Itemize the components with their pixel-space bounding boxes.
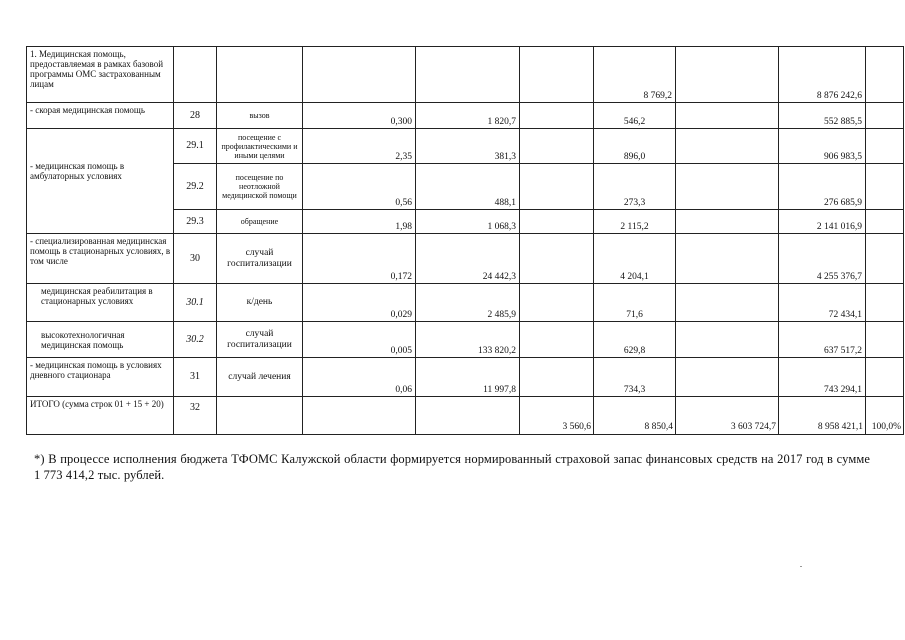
scan-mark [800,566,802,567]
sum-budget-cell [676,103,779,129]
row-name: - скорая медицинская помощь [27,103,174,129]
unit-cell [217,397,303,435]
percent-cell [866,47,904,103]
unit-cell: обращение [217,210,303,234]
per-capita-budget-cell [520,47,594,103]
per-capita-oms-cell: 8 850,4 [594,397,676,435]
per-capita-oms-cell: 71,6 [594,284,676,322]
row-name: - медицинская помощь в условиях дневного стационара [27,358,174,397]
cost-cell: 11 997,8 [416,358,520,397]
sum-budget-cell [676,129,779,164]
row-number: 30.2 [174,322,217,358]
per-capita-oms-cell: 734,3 [594,358,676,397]
sum-oms-cell: 8 958 421,1 [779,397,866,435]
per-capita-oms-cell: 629,8 [594,322,676,358]
norm-cell [303,47,416,103]
sum-budget-cell [676,47,779,103]
sum-budget-cell [676,284,779,322]
sum-oms-cell: 743 294,1 [779,358,866,397]
cost-cell: 381,3 [416,129,520,164]
norm-cell: 0,300 [303,103,416,129]
sum-oms-cell: 72 434,1 [779,284,866,322]
percent-cell [866,284,904,322]
norm-cell: 0,005 [303,322,416,358]
row-name: - медицинская помощь в амбулаторных условиях [27,129,174,234]
row-number: 28 [174,103,217,129]
norm-cell: 2,35 [303,129,416,164]
sum-oms-cell: 8 876 242,6 [779,47,866,103]
budget-table [26,46,904,435]
per-capita-budget-cell [520,129,594,164]
row-name: медицинская реабилитация в стационарных условиях [27,284,174,322]
row-number: 29.3 [174,210,217,234]
sum-oms-cell: 276 685,9 [779,164,866,210]
cost-cell [416,397,520,435]
sum-budget-cell [676,234,779,284]
percent-cell [866,358,904,397]
per-capita-oms-cell: 546,2 [594,103,676,129]
table-row [27,284,904,322]
norm-cell: 0,56 [303,164,416,210]
unit-cell: случай госпитализации [217,234,303,284]
per-capita-budget-cell [520,164,594,210]
cost-cell: 24 442,3 [416,234,520,284]
cost-cell: 2 485,9 [416,284,520,322]
footnote: *) В процессе исполнения бюджета ТФОМС Калужской области формируется нормированный страховой запас финансовых средств на 2017 год в сумме 1 773 414,2 тыс. рублей. [34,452,870,482]
unit-cell: случай лечения [217,358,303,397]
percent-cell [866,164,904,210]
norm-cell [303,397,416,435]
table-row [27,234,904,284]
row-name: - специализированная медицинская помощь в стационарных условиях, в том числе [27,234,174,284]
cost-cell: 488,1 [416,164,520,210]
per-capita-oms-cell: 273,3 [594,164,676,210]
cost-cell: 1 820,7 [416,103,520,129]
percent-cell: 100,0% [866,397,904,435]
percent-cell [866,129,904,164]
table-row [27,322,904,358]
per-capita-budget-cell [520,322,594,358]
cost-cell [416,47,520,103]
row-name: 1. Медицинская помощь, предоставляемая в рамках базовой программы ОМС застрахованным лицам [27,47,174,103]
unit-cell: случай госпитализации [217,322,303,358]
norm-cell: 0,06 [303,358,416,397]
row-number: 31 [174,358,217,397]
per-capita-oms-cell: 2 115,2 [594,210,676,234]
row-number: 30.1 [174,284,217,322]
norm-cell: 1,98 [303,210,416,234]
sum-budget-cell [676,358,779,397]
sum-oms-cell: 4 255 376,7 [779,234,866,284]
table-row [27,358,904,397]
per-capita-budget-cell [520,103,594,129]
sum-oms-cell: 552 885,5 [779,103,866,129]
row-number: 30 [174,234,217,284]
row-name: высокотехнологичная медицинская помощь [27,322,174,358]
per-capita-oms-cell: 896,0 [594,129,676,164]
sum-budget-cell [676,322,779,358]
percent-cell [866,103,904,129]
unit-cell: посещение с профилактическими и иными целями [217,129,303,164]
sum-budget-cell: 3 603 724,7 [676,397,779,435]
per-capita-budget-cell [520,284,594,322]
per-capita-budget-cell [520,234,594,284]
per-capita-budget-cell [520,358,594,397]
percent-cell [866,210,904,234]
sum-budget-cell [676,164,779,210]
table-row [27,129,904,164]
table-row [27,103,904,129]
unit-cell: посещение по неотложной медицинской помощи [217,164,303,210]
percent-cell [866,322,904,358]
row-name: ИТОГО (сумма строк 01 + 15 + 20) [27,397,174,435]
sum-oms-cell: 637 517,2 [779,322,866,358]
norm-cell: 0,029 [303,284,416,322]
table-row-total [27,397,904,435]
per-capita-budget-cell [520,210,594,234]
per-capita-oms-cell: 8 769,2 [594,47,676,103]
cost-cell: 133 820,2 [416,322,520,358]
row-number: 29.2 [174,164,217,210]
sum-oms-cell: 906 983,5 [779,129,866,164]
table-row [27,47,904,103]
sum-budget-cell [676,210,779,234]
sum-oms-cell: 2 141 016,9 [779,210,866,234]
unit-cell [217,47,303,103]
row-number [174,47,217,103]
per-capita-budget-cell: 3 560,6 [520,397,594,435]
percent-cell [866,234,904,284]
unit-cell: к/день [217,284,303,322]
cost-cell: 1 068,3 [416,210,520,234]
norm-cell: 0,172 [303,234,416,284]
per-capita-oms-cell: 4 204,1 [594,234,676,284]
row-number: 32 [174,397,217,435]
unit-cell: вызов [217,103,303,129]
row-number: 29.1 [174,129,217,164]
